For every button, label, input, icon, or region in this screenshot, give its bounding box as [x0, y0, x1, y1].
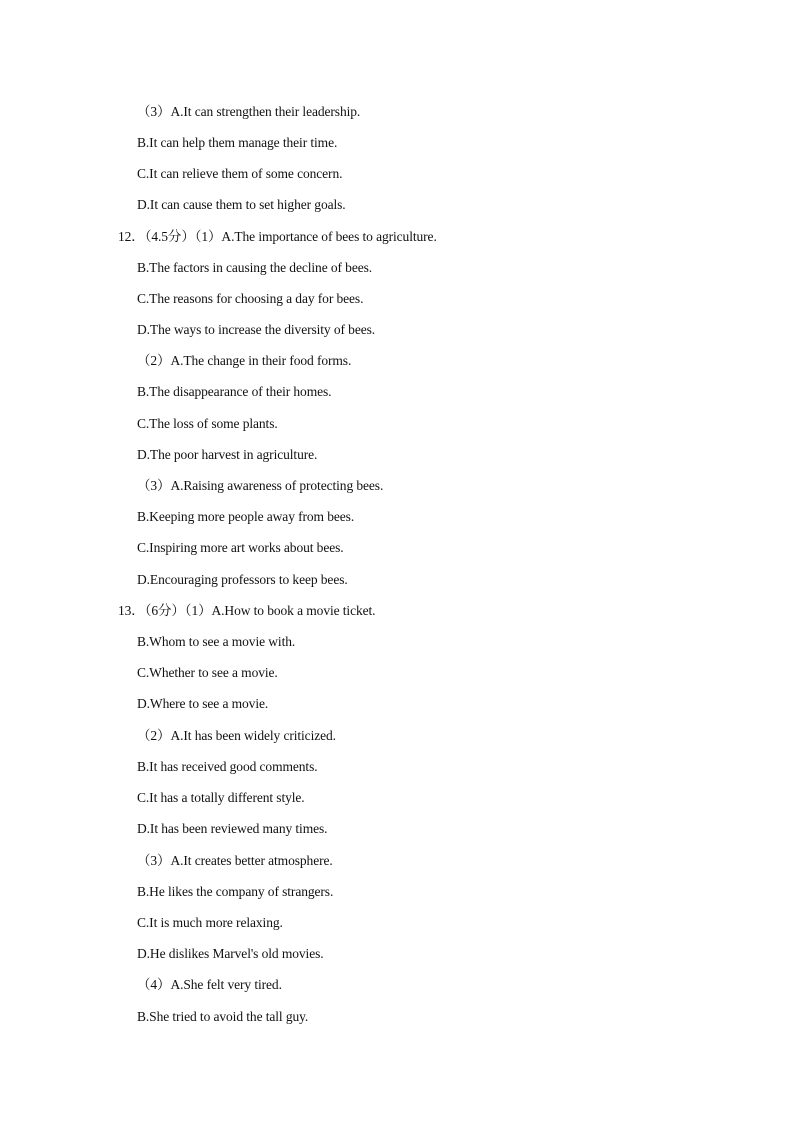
q12-part3-option-d: D.Encouraging professors to keep bees. [137, 572, 348, 587]
q13-part3-option-d: D.He dislikes Marvel's old movies. [137, 946, 324, 961]
q13-part4-option-a: （4）A.She felt very tired. [137, 977, 282, 992]
q11-part3-option-d: D.It can cause them to set higher goals. [137, 197, 346, 212]
q12-part1-option-c: C.The reasons for choosing a day for bees. [137, 291, 364, 306]
q13-part3-option-c: C.It is much more relaxing. [137, 915, 283, 930]
q13-part2-option-d: D.It has been reviewed many times. [137, 821, 328, 836]
q12-part2-option-c: C.The loss of some plants. [137, 416, 278, 431]
q11-part3-option-a: （3）A.It can strengthen their leadership. [137, 104, 361, 119]
q13-part3-option-a: （3）A.It creates better atmosphere. [137, 853, 333, 868]
q13-part1-option-a: 13．（6分）（1）A.How to book a movie ticket. [118, 603, 376, 618]
q12-part1-option-b: B.The factors in causing the decline of bees. [137, 260, 373, 275]
q13-part1-option-b: B.Whom to see a movie with. [137, 634, 296, 649]
q13-part1-option-d: D.Where to see a movie. [137, 696, 269, 711]
q12-part3-option-b: B.Keeping more people away from bees. [137, 509, 355, 524]
q11-part3-option-b: B.It can help them manage their time. [137, 135, 338, 150]
q13-part3-option-b: B.He likes the company of strangers. [137, 884, 334, 899]
q13-part2-option-a: （2）A.It has been widely criticized. [137, 728, 336, 743]
q12-part3-option-c: C.Inspiring more art works about bees. [137, 540, 344, 555]
q13-part2-option-c: C.It has a totally different style. [137, 790, 305, 805]
q12-part2-option-a: （2）A.The change in their food forms. [137, 353, 352, 368]
q11-part3-option-c: C.It can relieve them of some concern. [137, 166, 343, 181]
q13-part2-option-b: B.It has received good comments. [137, 759, 318, 774]
q12-part1-option-a: 12．（4.5分）（1）A.The importance of bees to agriculture. [118, 229, 437, 244]
q12-part2-option-b: B.The disappearance of their homes. [137, 384, 332, 399]
q13-part1-option-c: C.Whether to see a movie. [137, 665, 278, 680]
q12-part3-option-a: （3）A.Raising awareness of protecting bees. [137, 478, 384, 493]
q13-part4-option-b: B.She tried to avoid the tall guy. [137, 1009, 309, 1024]
q12-part2-option-d: D.The poor harvest in agriculture. [137, 447, 318, 462]
q12-part1-option-d: D.The ways to increase the diversity of bees. [137, 322, 376, 337]
